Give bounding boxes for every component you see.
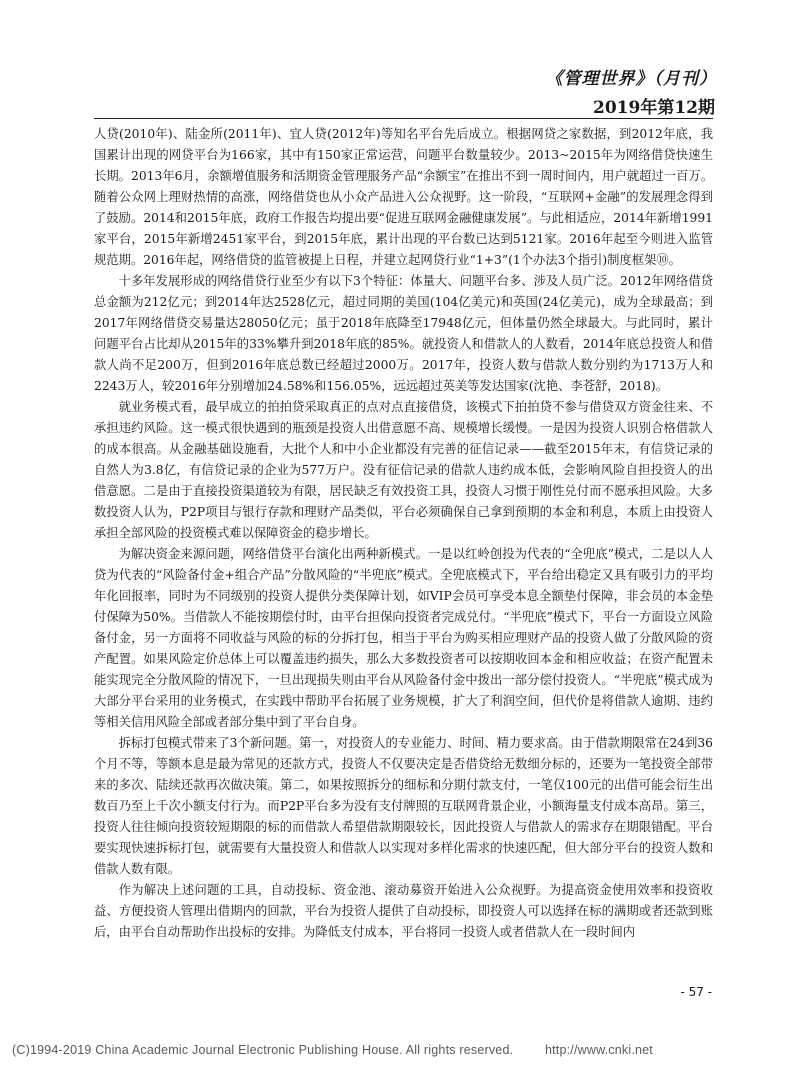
paragraph: 十多年发展形成的网络借贷行业至少有以下3个特征：体量大、问题平台多、涉及人员广泛。2012年网络借贷总金额为212亿元；到2014年达2528亿元，超过同期的美国(104亿美元)和英国(24亿美元)，成为全球最高；到2017年网络借贷交易量达28050亿元；虽于2018年底降至17948亿元，但体量仍然全球最大。与此同时，累计问题平台占比却从2015年的33%攀升到2018年底的85%。就投资人和借款人的人数看，2014年底总投资人和借款人尚不足200万，但到2016年底总数已经超过2000万。2017年，投资人数与借款人数分别约为1713万人和2243万人，较2016年分别增加24.58%和156.05%，远远超过英美等发达国家(沈艳、李苍舒，2018)。 — [94, 274, 713, 393]
copyright-notice: (C)1994-2019 China Academic Journal Electronic Publishing House. All rights reserved. — [12, 1043, 514, 1057]
footer — [12, 1043, 788, 1057]
paragraph: 就业务模式看，最早成立的拍拍贷采取真正的点对点直接借贷，该模式下拍拍贷不参与借贷双方资金往来、不承担违约风险。这一模式很快遇到的瓶颈是投资人出借意愿不高、规模增长缓慢。一是因为投资人识别合格借款人的成本很高。从金融基础设施看，大批个人和中小企业都没有完善的征信记录——截至2015年末，有信贷记录的自然人为3.8亿，有信贷记录的企业为577万户。没有征信记录的借款人违约成本低，会影响风险自担投资人的出借意愿。二是由于直接投资渠道较为有限，居民缺乏有效投资工具，投资人习惯于刚性兑付而不愿承担风险。大多数投资人认为，P2P项目与银行存款和理财产品类似，平台必须确保自己拿到预期的本金和利息，本质上由投资人承担全部风险的投资模式难以保障资金的稳步增长。 — [94, 400, 713, 540]
footer-url: http://www.cnki.net — [544, 1043, 653, 1057]
header-rule — [94, 118, 713, 119]
paragraph: 人贷(2010年)、陆金所(2011年)、宜人贷(2012年)等知名平台先后成立。根据网贷之家数据，到2012年底，我国累计出现的网贷平台为166家，其中有150家正常运营，问题平台数量较少。2013~2015年为网络借贷快速生长期。2013年6月，余额增值服务和活期资金管理服务产品“余额宝”在推出不到一周时间内，用户就超过一百万。随着公众网上理财热情的高涨，网络借贷也从小众产品进入公众视野。这一阶段，“互联网+金融”的发展理念得到了鼓励。2014和2015年底，政府工作报告均提出要“促进互联网金融健康发展”。与此相适应，2014年新增1991家平台，2015年新增2451家平台，到2015年底，累计出现的平台数已达到5121家。2016年起至今则进入监管规范期。2016年起，网络借贷的监管被提上日程，并建立起网贷行业“1+3”(1个办法3个指引)制度框架⑩。 — [94, 127, 713, 267]
page-number: - 57 - — [680, 985, 712, 999]
article-body — [94, 124, 713, 943]
paragraph: 拆标打包模式带来了3个新问题。第一，对投资人的专业能力、时间、精力要求高。由于借款期限常在24到36个月不等，等额本息是最为常见的还款方式，投资人不仅要决定是否借贷给无数细分标的，还要为一笔投资全部带来的多次、陆续还款再次做决策。第二，如果按照拆分的细标和分期付款支付，一笔仅100元的出借可能会衍生出数百乃至上千次小额支付行为。而P2P平台多为没有支付牌照的互联网背景企业，小额海量支付成本高昂。第三，投资人往往倾向投资较短期限的标的而借款人希望借款期限较长，因此投资人与借款人的需求存在期限错配。平台要实现快速拆标打包，就需要有大量投资人和借款人以实现对多样化需求的快速匹配，但大部分平台的投资人数和借款人数有限。 — [94, 736, 713, 876]
paragraph: 作为解决上述问题的工具，自动投标、资金池、滚动募资开始进入公众视野。为提高资金使用效率和投资收益、方便投资人管理出借期内的回款，平台为投资人提供了自动投标，即投资人可以选择在标的满期或者还款到账后，由平台自动帮助作出投标的安排。为降低支付成本，平台将同一投资人或者借款人在一段时间内 — [94, 883, 713, 939]
paragraph: 为解决资金来源问题，网络借贷平台演化出两种新模式。一是以红岭创投为代表的“全兜底”模式，二是以人人贷为代表的“风险备付金+组合产品”分散风险的“半兜底”模式。全兜底模式下，平台给出稳定又具有吸引力的平均年化回报率，同时为不同级别的投资人提供分类保障计划，如VIP会员可享受本息全额垫付保障，非会员的本金垫付保障为50%。当借款人不能按期偿付时，由平台担保向投资者完成兑付。“半兜底”模式下，平台一方面设立风险备付金，另一方面将不同收益与风险的标的分拆打包，相当于平台为购买相应理财产品的投资人做了分散风险的资产配置。如果风险定价总体上可以覆盖违约损失，那么大多数投资者可以按期收回本金和相应收益；在资产配置未能实现完全分散风险的情况下，一旦出现损失则由平台从风险备付金中拨出一部分偿付投资人。“半兜底”模式成为大部分平台采用的业务模式，在实践中帮助平台拓展了业务规模，扩大了利润空间，但代价是将借款人逾期、违约等相关信用风险全部或者部分集中到了平台自身。 — [94, 547, 713, 729]
journal-title: 《管理世界》（月刊） — [545, 69, 717, 89]
issue-number: 2019年第12期 — [593, 98, 715, 118]
